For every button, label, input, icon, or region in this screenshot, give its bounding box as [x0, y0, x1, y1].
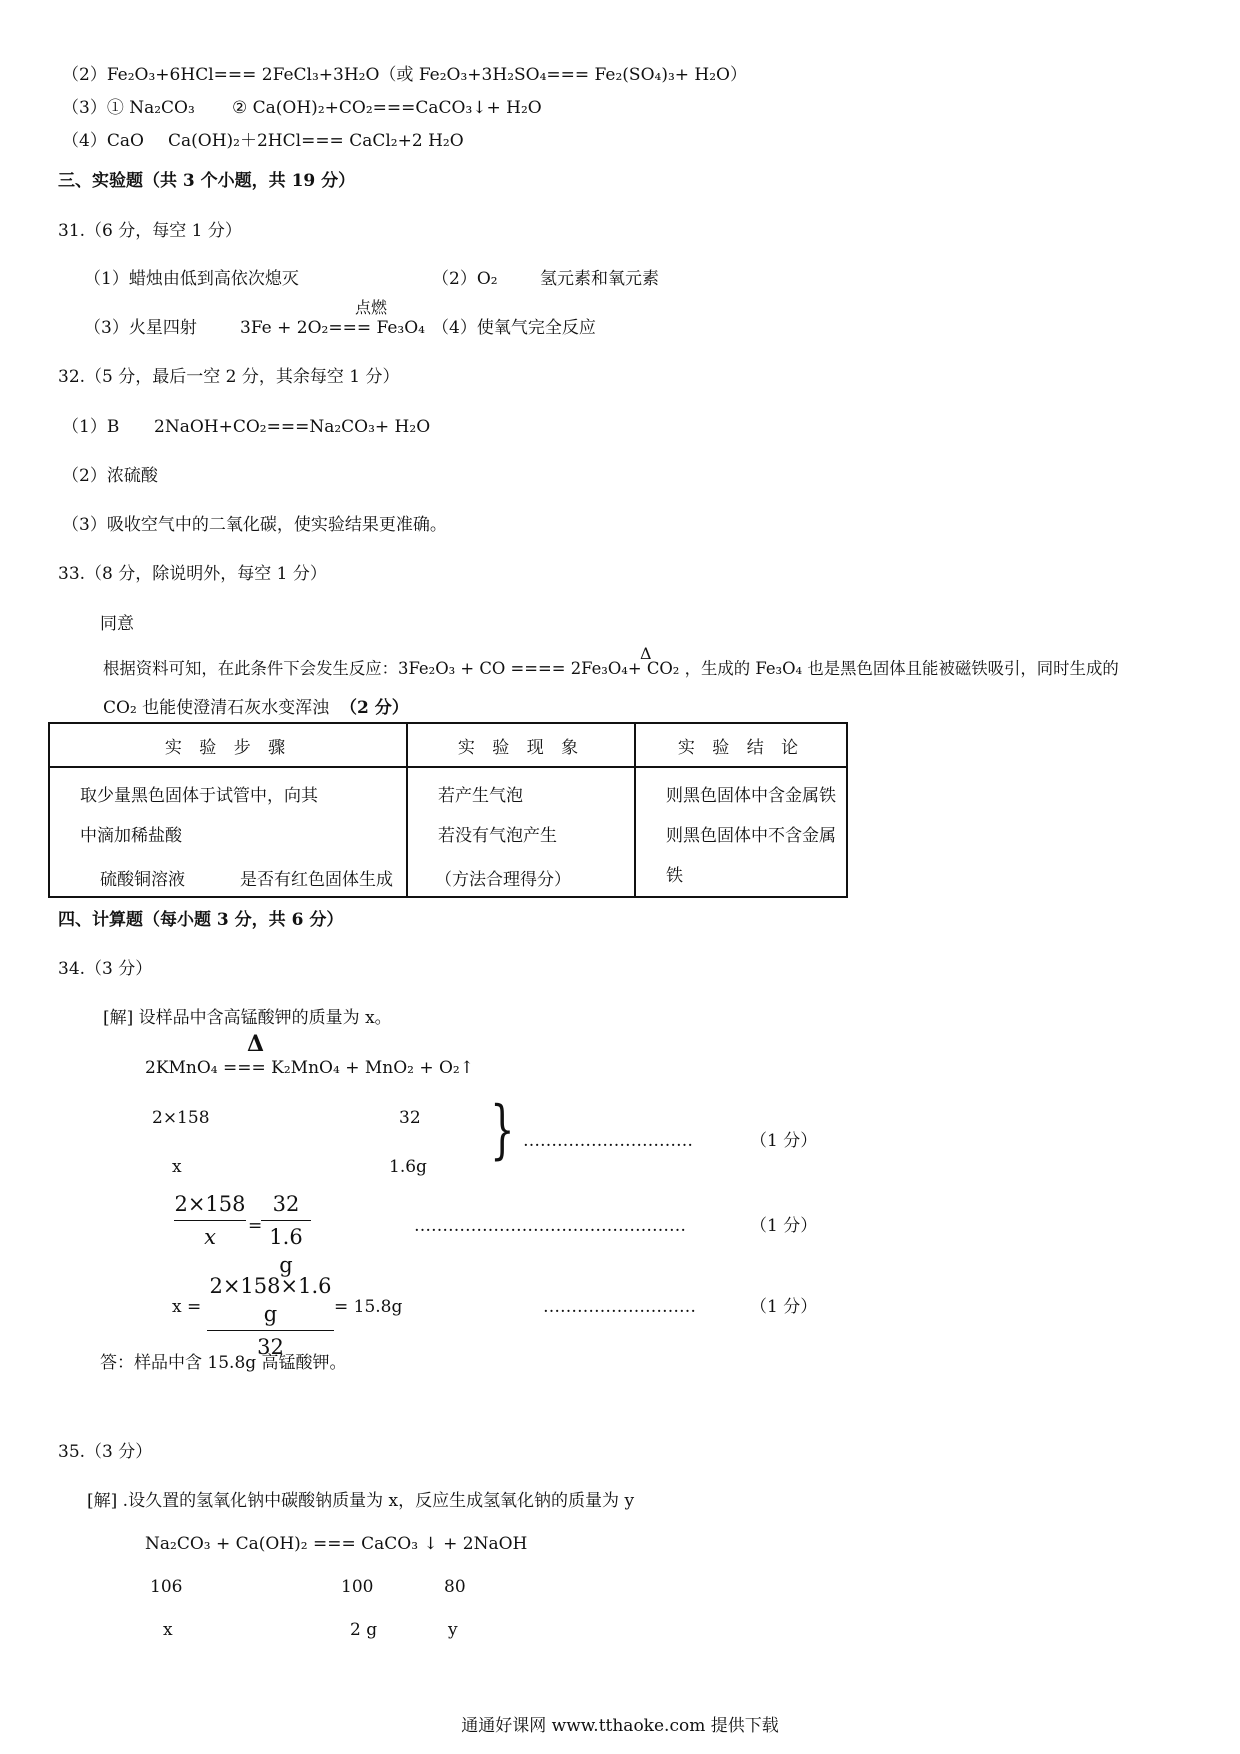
q33-after-b: 是否有红色固体生成 — [240, 870, 393, 890]
q33-reason-line-1: 根据资料可知，在此条件下会发生反应：3Fe₂O₃ + CO ==== 2Fe₃O₄+ CO₂ ，生成的 Fe₃O₄ 也是黑色固体且能被磁铁吸引，同时生成的 — [103, 659, 1119, 678]
q35-solution: [解] .设久置的氢氧化钠中碳酸钠质量为 x，反应生成氢氧化钠的质量为 y — [87, 1491, 635, 1511]
section-3-heading: 三、实验题（共 3 个小题，共 19 分） — [58, 171, 356, 191]
q33-after-a: 硫酸铜溶液 — [100, 870, 185, 890]
q34-row2-a: x — [172, 1157, 182, 1177]
q34-fraction-3 — [207, 1272, 334, 1361]
q34-dots-3: ……………………… — [543, 1297, 696, 1317]
q30-answer-3b: ② Ca(OH)₂+CO₂===CaCO₃↓+ H₂O — [232, 98, 542, 118]
step-line-2: 中滴加稀盐酸 — [80, 826, 182, 846]
q34-frac1-den: x — [204, 1225, 216, 1249]
q34-frac2-den: 1.6 g — [269, 1225, 303, 1277]
q34-row1-a: 2×158 — [152, 1108, 210, 1128]
q34-frac2-num: 32 — [272, 1192, 300, 1216]
q34-dots-1: ………………………… — [523, 1131, 693, 1151]
q34-frac3-den: 32 — [257, 1335, 284, 1359]
q35-row1-c: 80 — [444, 1577, 466, 1597]
conclusion-line-2: 则黑色固体中不含金属铁 — [666, 826, 836, 886]
table-header-phenomenon: 实 验 现 象 — [407, 723, 635, 767]
q34-dots-2: ………………………………………… — [414, 1216, 686, 1236]
brace-icon: } — [490, 1093, 515, 1167]
q34-row1-b: 32 — [399, 1108, 421, 1128]
q34-score-2: （1 分） — [750, 1216, 818, 1236]
q31-answer-3a: （3）火星四射 — [84, 318, 197, 338]
q32-heading: 32.（5 分，最后一空 2 分，其余每空 1 分） — [58, 367, 400, 387]
phenomenon-line-1: 若产生气泡 — [438, 786, 523, 806]
q34-heading: 34.（3 分） — [58, 959, 153, 979]
q35-row2-a: x — [163, 1620, 173, 1640]
q32-answer-1a: （1）B — [62, 417, 120, 437]
table-header-row — [49, 723, 847, 767]
q31-answer-1: （1）蜡烛由低到高依次熄灭 — [84, 269, 299, 289]
q35-row2-c: y — [448, 1620, 458, 1640]
q31-equation: 3Fe + 2O₂=== Fe₃O₄ — [240, 318, 425, 338]
q34-fraction-2 — [261, 1190, 311, 1279]
q33-after-c: （方法合理得分） — [435, 870, 571, 890]
q34-answer: 答：样品中含 15.8g 高锰酸钾。 — [100, 1353, 347, 1373]
q35-row1-a: 106 — [150, 1577, 183, 1597]
q34-frac1-num: 2×158 — [174, 1192, 246, 1216]
q34-row2-b: 1.6g — [389, 1157, 427, 1177]
q33-reason-score: （2 分） — [339, 698, 409, 718]
q35-heading: 35.（3 分） — [58, 1442, 153, 1462]
q31-answer-2b: 氢元素和氧元素 — [540, 269, 659, 289]
q30-answer-3a: （3）① Na₂CO₃ — [62, 98, 195, 118]
q33-reason-line-2 — [103, 697, 409, 719]
q34-score-1: （1 分） — [750, 1131, 818, 1151]
table-header-conclusion: 实 验 结 论 — [635, 723, 847, 767]
q34-frac3-num: 2×158×1.6 g — [209, 1274, 332, 1326]
conclusion-line-1: 则黑色固体中含金属铁 — [666, 786, 836, 806]
q33-reason-text: CO₂ 也能使澄清石灰水变浑浊 — [103, 698, 330, 718]
q34-x-label: x = — [172, 1297, 202, 1317]
section-4-heading: 四、计算题（每小题 3 分，共 6 分） — [58, 910, 344, 930]
q31-answer-4: （4）使氧气完全反应 — [432, 318, 596, 338]
q32-answer-3: （3）吸收空气中的二氧化碳，使实验结果更准确。 — [62, 515, 447, 535]
table-cell-conclusion — [635, 767, 847, 897]
q34-reaction-condition: Δ — [247, 1031, 265, 1057]
q34-equation: 2KMnO₄ === K₂MnO₄ + MnO₂ + O₂↑ — [145, 1058, 474, 1078]
q34-equals-sign: = — [248, 1216, 263, 1236]
q35-row2-b: 2 g — [350, 1620, 378, 1640]
q31-answer-2a: （2）O₂ — [432, 269, 498, 289]
phenomenon-line-2: 若没有气泡产生 — [438, 826, 557, 846]
q33-heading: 33.（8 分，除说明外，每空 1 分） — [58, 564, 327, 584]
q34-score-3: （1 分） — [750, 1297, 818, 1317]
table-header-step: 实 验 步 骤 — [49, 723, 407, 767]
q33-agree: 同意 — [100, 614, 134, 634]
q34-solution: [解] 设样品中含高锰酸钾的质量为 x。 — [103, 1008, 392, 1028]
step-line-1: 取少量黑色固体于试管中，向其 — [80, 786, 318, 806]
page-footer: 通通好课网 www.tthaoke.com 提供下载 — [461, 1716, 779, 1736]
q32-equation: 2NaOH+CO₂===Na₂CO₃+ H₂O — [154, 417, 431, 437]
q34-x-result: = 15.8g — [334, 1297, 403, 1317]
q30-answer-4a: （4）CaO — [62, 131, 144, 151]
q35-row1-b: 100 — [341, 1577, 374, 1597]
q35-equation: Na₂CO₃ + Ca(OH)₂ === CaCO₃ ↓ + 2NaOH — [145, 1534, 528, 1554]
q31-heading: 31.（6 分，每空 1 分） — [58, 221, 242, 241]
q30-answer-2: （2）Fe₂O₃+6HCl=== 2FeCl₃+3H₂O（或 Fe₂O₃+3H₂SO₄=== Fe₂(SO₄)₃+ H₂O） — [62, 65, 747, 85]
q33-reaction-condition: Δ — [640, 644, 652, 663]
q31-reaction-condition: 点燃 — [355, 298, 388, 317]
q32-answer-2: （2）浓硫酸 — [62, 466, 158, 486]
q34-fraction-1 — [174, 1190, 246, 1251]
q30-answer-4b: Ca(OH)₂＋2HCl=== CaCl₂+2 H₂O — [168, 131, 464, 151]
